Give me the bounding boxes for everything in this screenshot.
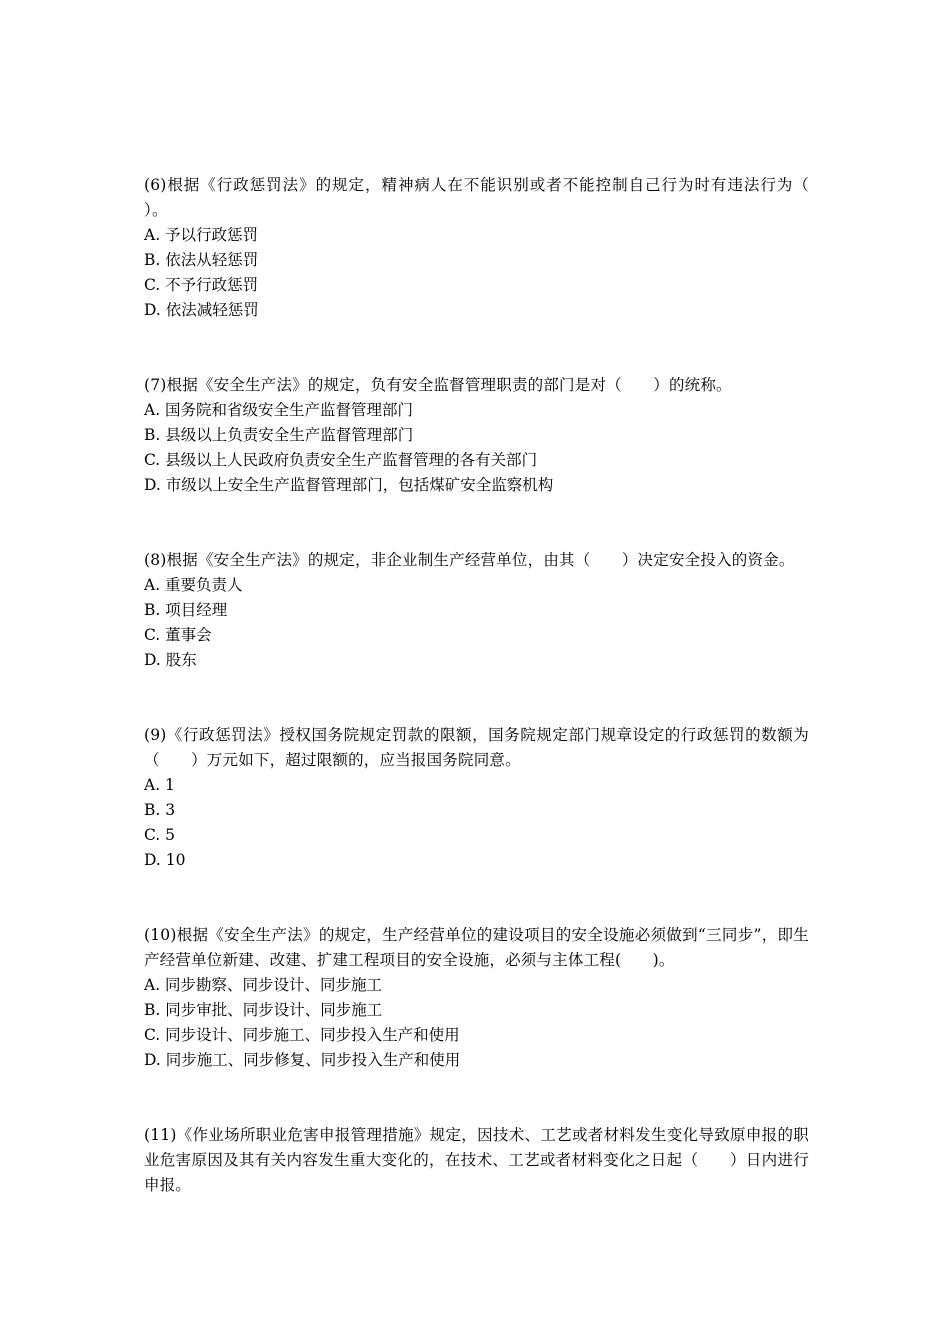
option-a: A. 同步勘察、同步设计、同步施工: [144, 976, 383, 994]
option-a: A. 重要负责人: [144, 576, 243, 594]
option-list: [144, 573, 809, 673]
option-c: C. 同步设计、同步施工、同步投入生产和使用: [144, 1026, 460, 1044]
question-stem: (6)根据《行政惩罚法》的规定，精神病人在不能识别或者不能控制自己行为时有违法行为（ ）。: [144, 176, 841, 219]
question-stem: (10)根据《安全生产法》的规定，生产经营单位的建设项目的安全设施必须做到“三同步”，即生产经营单位新建、改建、扩建工程项目的安全设施，必须与主体工程( )。: [144, 926, 809, 969]
option-d: D. 股东: [144, 651, 197, 669]
question-stem: (9)《行政惩罚法》授权国务院规定罚款的限额，国务院规定部门规章设定的行政惩罚的数额为（ ）万元如下，超过限额的，应当报国务院同意。: [144, 726, 809, 769]
question-6: [144, 173, 841, 323]
document-body: [144, 173, 841, 1248]
option-c: C. 不予行政惩罚: [144, 276, 259, 294]
option-b: B. 项目经理: [144, 601, 228, 619]
option-list: [144, 398, 809, 498]
question-10: [144, 923, 809, 1073]
option-b: B. 县级以上负责安全生产监督管理部门: [144, 426, 414, 444]
option-d: D. 依法减轻惩罚: [144, 301, 259, 319]
option-c: C. 5: [144, 826, 176, 844]
option-c: C. 董事会: [144, 626, 212, 644]
option-d: D. 同步施工、同步修复、同步投入生产和使用: [144, 1051, 461, 1069]
question-stem: (7)根据《安全生产法》的规定，负有安全监督管理职责的部门是对（ ）的统称。: [144, 376, 732, 394]
question-8: [144, 548, 809, 673]
option-a: A. 予以行政惩罚: [144, 226, 259, 244]
option-list: [144, 773, 809, 873]
question-stem: (11)《作业场所职业危害申报管理措施》规定，因技术、工艺或者材料发生变化导致原申报的职业危害原因及其有关内容发生重大变化的，在技术、工艺或者材料变化之日起（ ）日内进行申报。: [144, 1126, 809, 1194]
option-c: C. 县级以上人民政府负责安全生产监督管理的各有关部门: [144, 451, 538, 469]
option-d: D. 市级以上安全生产监督管理部门，包括煤矿安全监察机构: [144, 476, 554, 494]
option-a: A. 1: [144, 776, 175, 794]
question-11: [144, 1123, 809, 1198]
option-b: B. 3: [144, 801, 176, 819]
option-d: D. 10: [144, 851, 186, 869]
question-7: [144, 373, 809, 498]
option-b: B. 依法从轻惩罚: [144, 251, 259, 269]
question-9: [144, 723, 809, 873]
option-a: A. 国务院和省级安全生产监督管理部门: [144, 401, 414, 419]
option-list: [144, 223, 809, 323]
option-b: B. 同步审批、同步设计、同步施工: [144, 1001, 383, 1019]
question-stem: (8)根据《安全生产法》的规定，非企业制生产经营单位，由其（ ）决定安全投入的资金。: [144, 551, 795, 569]
option-list: [144, 973, 809, 1073]
